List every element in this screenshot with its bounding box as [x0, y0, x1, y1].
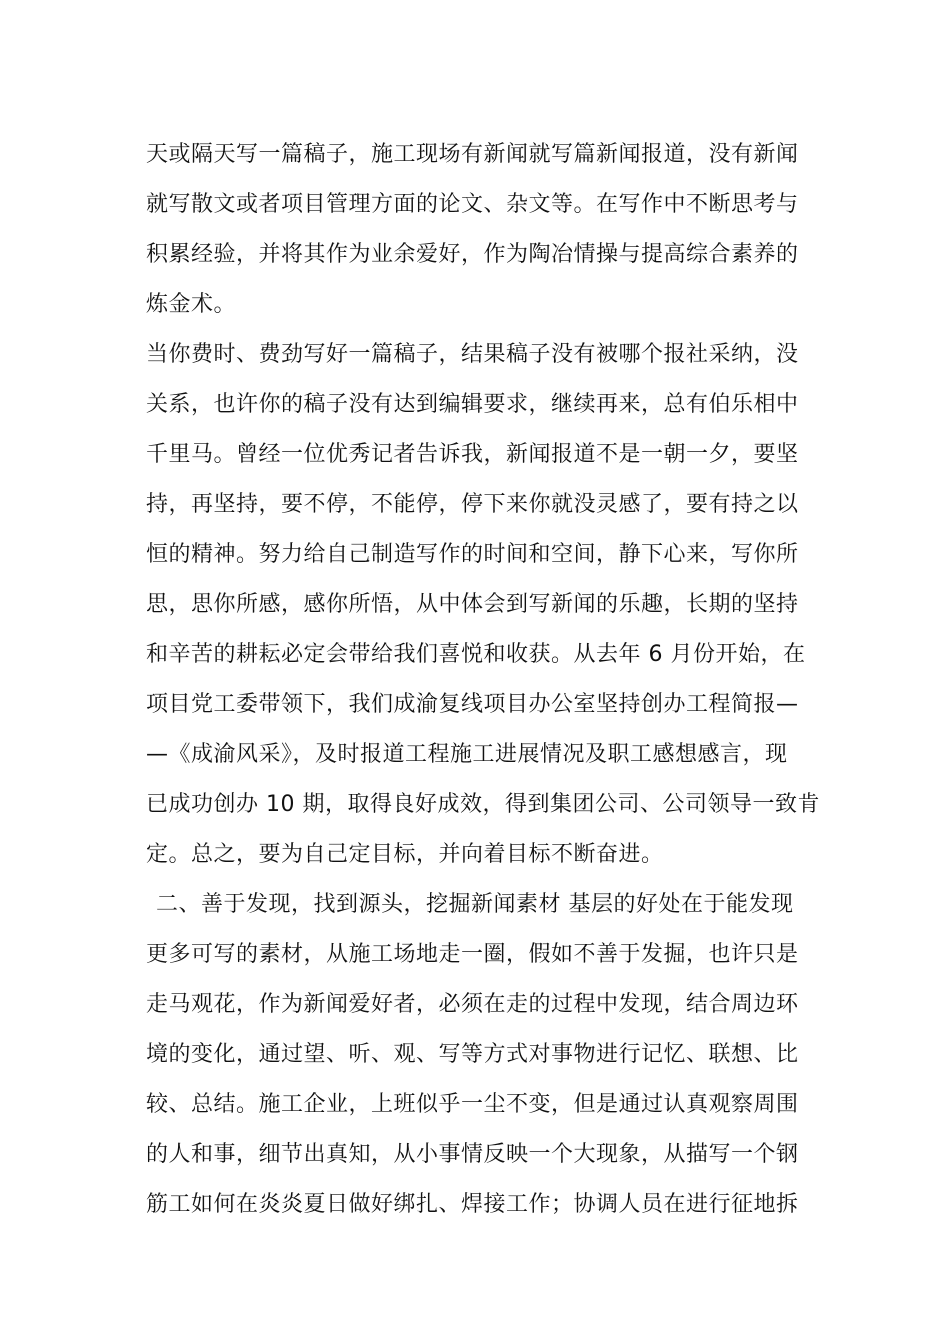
text-line-15: 定。总之，要为自己定目标，并向着目标不断奋进。 — [146, 842, 664, 867]
text-line-22: 筋工如何在炎炎夏日做好绑扎、焊接工作；协调人员在进行征地拆 — [146, 1192, 799, 1217]
body-text — [146, 130, 820, 1230]
text-line-2: 就写散文或者项目管理方面的论文、杂文等。在写作中不断思考与 — [146, 192, 799, 217]
section-heading-line: 二、善于发现，找到源头，挖掘新闻素材 基层的好处在于能发现 — [156, 892, 794, 917]
text-line-10: 思，思你所感，感你所悟，从中体会到写新闻的乐趣，长期的坚持 — [146, 592, 799, 617]
text-line-7: 千里马。曾经一位优秀记者告诉我，新闻报道不是一朝一夕，要坚 — [146, 442, 799, 467]
text-line-20: 较、总结。施工企业，上班似乎一尘不变，但是通过认真观察周围 — [146, 1092, 799, 1117]
text-line-5: 当你费时、费劲写好一篇稿子，结果稿子没有被哪个报社采纳，没 — [146, 342, 799, 367]
text-line-6: 关系，也许你的稿子没有达到编辑要求，继续再来，总有伯乐相中 — [146, 392, 799, 417]
text-line-8: 持，再坚持，要不停，不能停，停下来你就没灵感了，要有持之以 — [146, 492, 799, 517]
text-line-4: 炼金术。 — [146, 292, 237, 317]
text-line-9: 恒的精神。努力给自己制造写作的时间和空间，静下心来，写你所 — [146, 542, 799, 567]
text-line-3: 积累经验，并将其作为业余爱好，作为陶冶情操与提高综合素养的 — [146, 242, 799, 267]
text-line-21: 的人和事，细节出真知，从小事情反映一个大现象，从描写一个钢 — [146, 1142, 799, 1167]
text-line-18: 走马观花，作为新闻爱好者，必须在走的过程中发现，结合周边环 — [146, 992, 799, 1017]
text-line-19: 境的变化，通过望、听、观、写等方式对事物进行记忆、联想、比 — [146, 1042, 799, 1067]
text-line-14: 已成功创办 10 期，取得良好成效，得到集团公司、公司领导一致肯 — [146, 792, 820, 817]
text-line-11: 和辛苦的耕耘必定会带给我们喜悦和收获。从去年 6 月份开始，在 — [146, 642, 806, 667]
text-line-13: —《成渝风采》，及时报道工程施工进展情况及职工感想感言，现 — [146, 742, 788, 767]
text-line-12: 项目党工委带领下，我们成渝复线项目办公室坚持创办工程简报— — [146, 692, 799, 717]
text-line-1: 天或隔天写一篇稿子，施工现场有新闻就写篇新闻报道，没有新闻 — [146, 142, 799, 167]
text-line-17: 更多可写的素材，从施工场地走一圈，假如不善于发掘，也许只是 — [146, 942, 799, 967]
